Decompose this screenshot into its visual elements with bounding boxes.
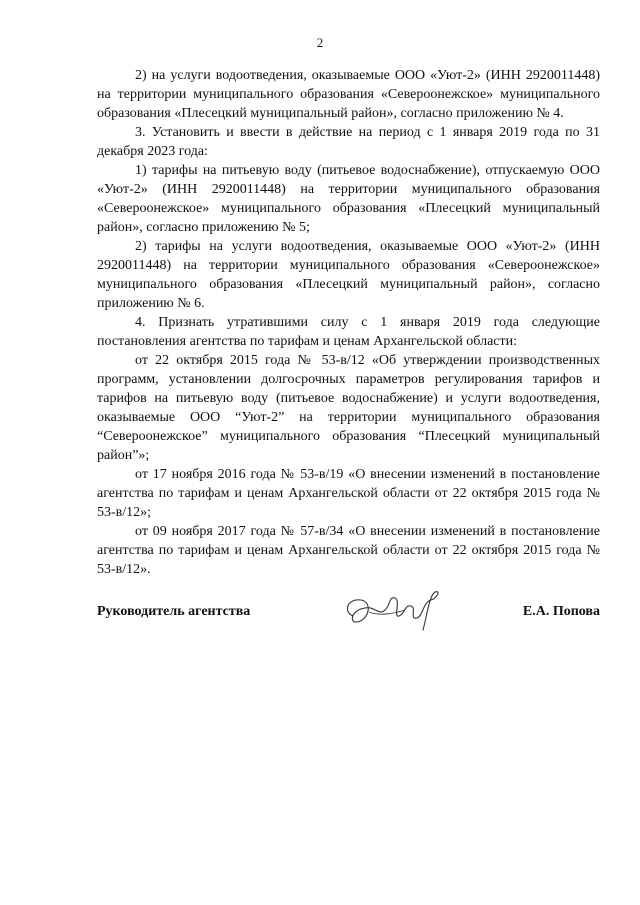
- page-number: 2: [316, 35, 324, 50]
- paragraph-item-2-sewage: 2) на услуги водоотведения, оказываемые ООО «Уют-2» (ИНН 2920011448) на территории муниципального образования «Североонежское» муниципального образования «Плесецкий муниципальный район», согласно приложению № 4.: [97, 68, 600, 121]
- handwritten-signature: [339, 586, 449, 634]
- signer-title: Руководитель агентства: [97, 604, 251, 619]
- paragraph-item-1-water-tariffs: 1) тарифы на питьевую воду (питьевое водоснабжение), отпускаемую ООО «Уют-2» (ИНН 2920011448) на территории муниципального образования «Североонежское» муниципального образования «Плесецкий муниципальный район», согласно приложению № 5;: [97, 163, 600, 235]
- paragraph-resolution-53-v-12: от 22 октября 2015 года № 53-в/12 «Об утверждении производственных программ, установлении долгосрочных параметров регулирования тарифов и тарифов на питьевую воду (питьевое водоснабжение) и услуги водоотведения, оказываемые ООО “Уют-2” на территории муниципального образования “Североонежское” муниципального образования “Плесецкий муниципальный район”»;: [97, 353, 600, 463]
- paragraph-resolution-53-v-19: от 17 ноября 2016 года № 53-в/19 «О внесении изменений в постановление агентства по тарифам и ценам Архангельской области от 22 октября 2015 года № 53-в/12»;: [97, 467, 600, 520]
- paragraph-section-3: 3. Установить и ввести в действие на период с 1 января 2019 года по 31 декабря 2023 года:: [97, 125, 600, 159]
- signer-name: Е.А. Попова: [522, 604, 600, 619]
- document-body: [97, 66, 600, 579]
- paragraph-item-2-sewage-tariffs: 2) тарифы на услуги водоотведения, оказываемые ООО «Уют-2» (ИНН 2920011448) на территории муниципального образования «Североонежское» муниципального образования «Плесецкий муниципальный район», согласно приложению № 6.: [97, 239, 600, 311]
- paragraph-section-4: 4. Признать утратившими силу с 1 января 2019 года следующие постановления агентства по тарифам и ценам Архангельской области:: [97, 315, 600, 349]
- signature-block: [97, 604, 600, 634]
- paragraph-resolution-57-v-34: от 09 ноября 2017 года № 57-в/34 «О внесении изменений в постановление агентства по тарифам и ценам Архангельской области от 22 октября 2015 года № 53-в/12».: [97, 524, 600, 577]
